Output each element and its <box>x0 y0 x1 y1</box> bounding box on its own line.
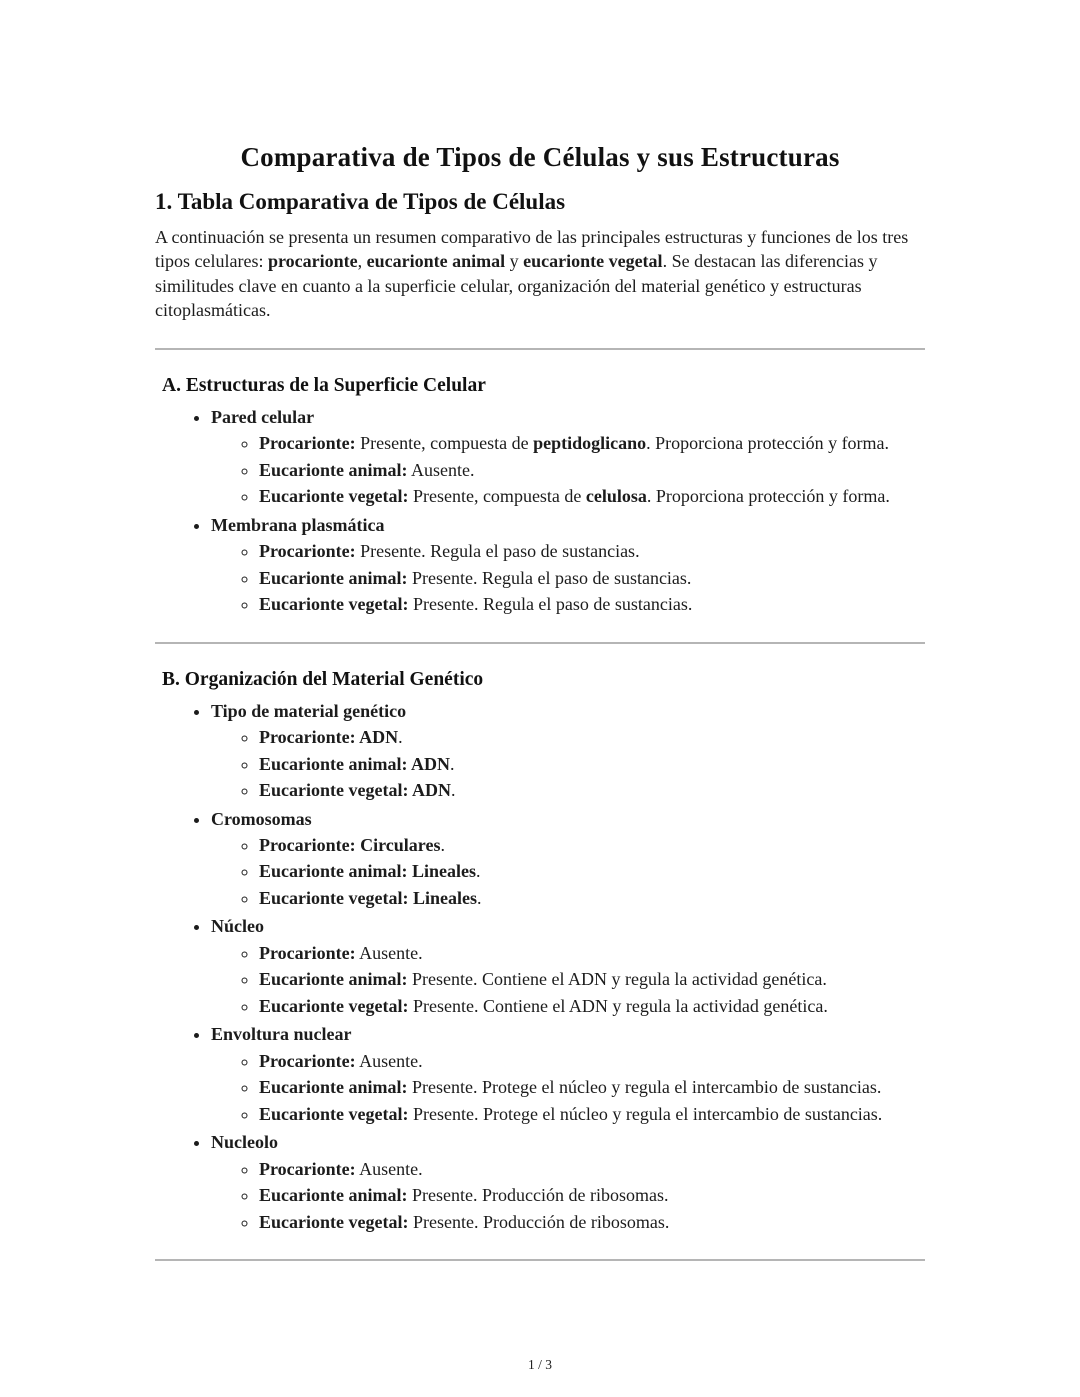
bold-text: peptidoglicano <box>533 433 647 454</box>
text: Presente. Regula el paso de sustancias. <box>407 567 692 588</box>
text: Ausente. <box>355 1050 423 1071</box>
sub-list-item <box>259 539 925 563</box>
text: Presente. Contiene el ADN y regula la actividad genética. <box>408 995 828 1016</box>
sub-list-item <box>259 1210 925 1234</box>
document-section <box>155 669 925 1234</box>
sub-list-item <box>259 431 925 455</box>
sub-list-item <box>259 967 925 991</box>
sub-bullet-list <box>211 1157 925 1234</box>
text: Ausente. <box>355 1158 423 1179</box>
bold-text: Eucarionte vegetal: <box>259 995 409 1016</box>
text: Ausente. <box>355 942 423 963</box>
sub-bullet-list <box>211 725 925 802</box>
bold-text: eucarionte animal <box>366 251 506 272</box>
sub-bullet-list <box>211 539 925 616</box>
section-heading: A. Estructuras de la Superficie Celular <box>162 374 486 396</box>
text: Ausente. <box>407 459 475 480</box>
bold-text: procarionte <box>267 251 358 272</box>
main-heading: 1. Tabla Comparativa de Tipos de Células <box>155 189 566 214</box>
bold-text: Eucarionte animal: Lineales <box>259 861 476 882</box>
list-item <box>211 699 925 803</box>
bold-text: Eucarionte animal: <box>259 1077 408 1098</box>
document-title: Comparativa de Tipos de Células y sus Estructuras <box>240 142 840 172</box>
bold-text: celulosa <box>585 486 647 507</box>
bold-text: Procarionte: <box>259 1158 356 1179</box>
item-title: Pared celular <box>211 406 315 427</box>
bold-text: Eucarionte animal: <box>259 1185 408 1206</box>
item-title: Tipo de material genético <box>211 700 407 721</box>
text: . <box>476 861 481 882</box>
intro-paragraph <box>155 225 925 323</box>
text: Presente. Contiene el ADN y regula la actividad genética. <box>407 969 827 990</box>
sub-list-item <box>259 1049 925 1073</box>
sub-bullet-list <box>211 1049 925 1126</box>
bold-text: Eucarionte animal: <box>259 969 408 990</box>
sub-list-item <box>259 725 925 749</box>
text: Presente. Regula el paso de sustancias. <box>408 594 693 615</box>
list-item <box>211 807 925 911</box>
text: Presente. Protege el núcleo y regula el intercambio de sustancias. <box>407 1077 882 1098</box>
text: . Proporciona protección y forma. <box>646 486 890 507</box>
list-item <box>211 1130 925 1234</box>
text: . <box>450 780 456 801</box>
text: A continuación se presenta un resumen comparativo de las principales estructuras y funciones de los tres tipos celulares: <box>155 227 909 272</box>
bold-text: Procarionte: <box>259 433 356 454</box>
sub-list-item <box>259 886 925 910</box>
sub-bullet-list <box>211 431 925 508</box>
text: Presente. Protege el núcleo y regula el intercambio de sustancias. <box>408 1103 883 1124</box>
list-item <box>211 1022 925 1126</box>
text: Presente, compuesta de <box>355 433 534 454</box>
sub-list-item <box>259 1102 925 1126</box>
sub-list-item <box>259 778 925 802</box>
sub-list-item <box>259 833 925 857</box>
text: . <box>398 727 403 748</box>
text: Presente. Regula el paso de sustancias. <box>355 541 640 562</box>
section-heading: B. Organización del Material Genético <box>162 668 484 690</box>
text: . <box>450 753 455 774</box>
text: , <box>357 251 367 272</box>
bold-text: Procarionte: <box>259 942 356 963</box>
bullet-list <box>155 405 925 617</box>
sub-list-item <box>259 592 925 616</box>
section-divider <box>155 642 925 644</box>
bullet-list <box>155 699 925 1234</box>
bold-text: Eucarionte animal: ADN <box>259 753 450 774</box>
sub-list-item <box>259 1157 925 1181</box>
sub-list-item <box>259 1183 925 1207</box>
sub-list-item <box>259 484 925 508</box>
item-title: Cromosomas <box>211 808 312 829</box>
bold-text: Procarionte: Circulares <box>259 834 441 855</box>
text: Presente, compuesta de <box>408 486 586 507</box>
bold-text: Eucarionte animal: <box>259 567 408 588</box>
section-divider <box>155 1259 925 1261</box>
sub-bullet-list <box>211 833 925 910</box>
bold-text: Eucarionte vegetal: <box>259 594 409 615</box>
sub-list-item <box>259 941 925 965</box>
sub-list-item <box>259 994 925 1018</box>
sub-list-item <box>259 566 925 590</box>
list-item <box>211 914 925 1018</box>
sub-list-item <box>259 458 925 482</box>
list-item <box>211 513 925 617</box>
text: Presente. Producción de ribosomas. <box>408 1211 670 1232</box>
bold-text: Eucarionte animal: <box>259 459 408 480</box>
text: Presente. Producción de ribosomas. <box>407 1185 669 1206</box>
bold-text: Eucarionte vegetal: <box>259 1103 409 1124</box>
list-item <box>211 405 925 509</box>
sections-container <box>155 375 925 1261</box>
text: . Se destacan las diferencias y similitudes clave en cuanto a la superficie celular, organización del material genético y estructuras citoplasmáticas. <box>155 251 878 321</box>
sub-bullet-list <box>211 941 925 1018</box>
sub-list-item <box>259 859 925 883</box>
bold-text: eucarionte vegetal <box>523 251 663 272</box>
text: y <box>505 251 524 272</box>
text: . Proporciona protección y forma. <box>646 433 890 454</box>
text: . <box>476 887 482 908</box>
section-divider <box>155 348 925 350</box>
sub-list-item <box>259 1075 925 1099</box>
item-title: Envoltura nuclear <box>211 1024 352 1045</box>
document-section <box>155 375 925 617</box>
bold-text: Eucarionte vegetal: <box>259 1211 409 1232</box>
sub-list-item <box>259 752 925 776</box>
bold-text: Procarionte: <box>259 1050 356 1071</box>
item-title: Membrana plasmática <box>211 514 385 535</box>
bold-text: Eucarionte vegetal: <box>259 486 409 507</box>
bold-text: Eucarionte vegetal: ADN <box>259 780 451 801</box>
bold-text: Procarionte: ADN <box>259 727 399 748</box>
item-title: Núcleo <box>211 916 264 937</box>
bold-text: Eucarionte vegetal: Lineales <box>259 887 477 908</box>
bold-text: Procarionte: <box>259 541 356 562</box>
text: . <box>440 834 445 855</box>
page-number: 1 / 3 <box>527 1357 552 1372</box>
item-title: Nucleolo <box>211 1132 278 1153</box>
